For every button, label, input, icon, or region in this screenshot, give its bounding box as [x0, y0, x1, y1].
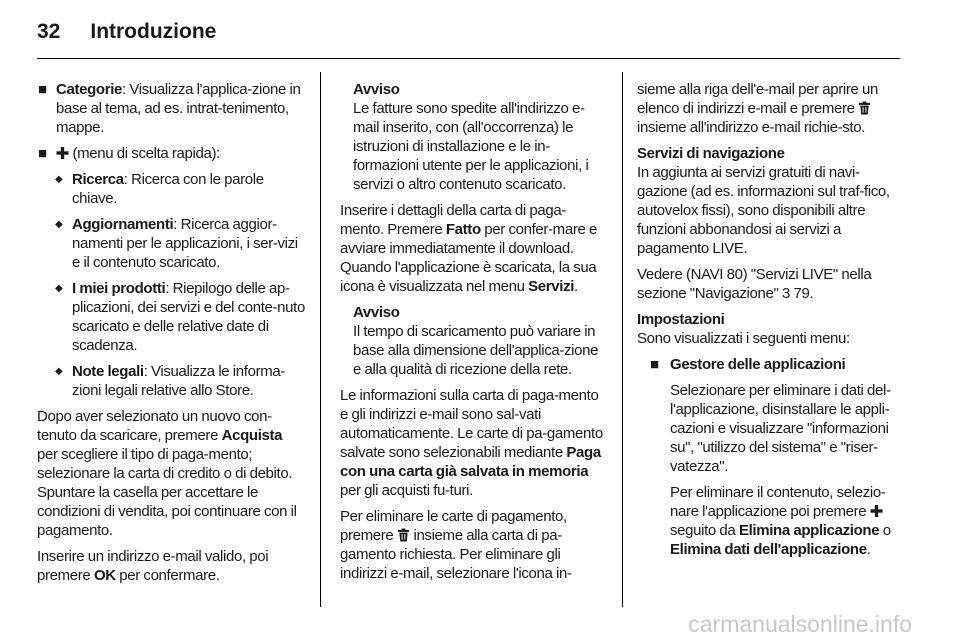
section-servizi-navigazione: Servizi di navigazione In aggiunta ai servizi gratuiti di navi-gazione (ad es. informazioni sul traf-fico, autovelox fissi), sono disponibili altre funzioni abbonandosi ai servizi a pagamento LIVE.	[637, 145, 890, 257]
column-3	[637, 80, 905, 566]
section-impostazioni: Impostazioni Sono visualizzati i seguenti menu:	[637, 311, 850, 347]
paragraph-email: Inserire un indirizzo e-mail valido, poi premere OK per confermare.	[37, 548, 269, 584]
paragraph-carte-salvate: Le informazioni sulla carta di paga-mento e gli indirizzi e-mail sono sal-vati automaticamente. Le carte di pa-gamento salvate sono selezionabili mediante Paga con una carta già salvata in memoria per gli acquisti fu-turi.	[340, 387, 603, 499]
note-avviso-2: Avviso Il tempo di scaricamento può variare in base alla dimensione dell'applica-zione e alla qualità di ricezione della rete.	[353, 304, 599, 378]
column-divider-2	[622, 72, 623, 607]
square-bullet-icon: ■	[38, 145, 47, 162]
square-bullet-icon: ■	[38, 81, 47, 98]
page-title: Introduzione	[90, 20, 217, 43]
diamond-bullet-icon: ◆	[55, 174, 63, 185]
list-item-gestore: ■ Gestore delle applicazioni	[650, 356, 846, 373]
paragraph-vedere: Vedere (NAVI 80) "Servizi LIVE" nella sezione "Navigazione" 3 79.	[637, 266, 872, 302]
watermark: carmanualsonline.info	[688, 611, 912, 637]
column-1	[37, 80, 305, 592]
square-bullet-icon: ■	[650, 356, 659, 373]
list-item-categorie: ■ Categorie: Visualizza l'applica-zione in base al tema, ad es. intrat-tenimento, mappe.	[38, 81, 301, 136]
plus-icon	[870, 504, 883, 518]
page-header	[37, 20, 216, 44]
header-rule	[37, 58, 900, 59]
paragraph-dettagli-carta: Inserire i dettagli della carta di paga-mento. Premere Fatto per confer-mare e avviare immediatamente il download. Quando l'applicazione è scaricata, la sua icona è visualizzata nel menu Servizi.	[340, 202, 597, 295]
paragraph-gestore: Selezionare per eliminare i dati del-l'applicazione, disinstallare le appli-cazioni e visualizzare "informazioni su", "utilizzo del sistema" e "riser-vatezza".	[670, 382, 891, 475]
paragraph-elimina-email: sieme alla riga dell'e-mail per aprire un elenco di indirizzi e-mail e premere insieme all'indirizzo e-mail richie-sto.	[637, 81, 878, 136]
diamond-bullet-icon: ◆	[55, 366, 63, 377]
column-2	[340, 80, 604, 590]
sub-item-ricerca: ◆ Ricerca: Ricerca con le parole chiave.	[55, 171, 264, 207]
diamond-bullet-icon: ◆	[55, 219, 63, 230]
sub-item-prodotti: ◆ I miei prodotti: Riepilogo delle ap-plicazioni, dei servizi e del conte-nuto scaricato e delle relative date di scadenza.	[55, 280, 305, 354]
sub-item-aggiornamenti: ◆ Aggiornamenti: Ricerca aggior-namenti per le applicazioni, i ser-vizi e il contenuto scaricato.	[55, 216, 298, 271]
diamond-bullet-icon: ◆	[55, 283, 63, 294]
paragraph-acquista: Dopo aver selezionato un nuovo con-tenuto da scaricare, premere Acquista per scegliere il tipo di paga-mento; selezionare la carta di credito o di debito. Spuntare la casella per accettare le condizioni di vendita, poi continuare con il pagamento.	[37, 408, 297, 539]
page-number: 32	[37, 20, 61, 43]
paragraph-elimina-contenuto: Per eliminare il contenuto, selezio-nare l'applicazione poi premere seguito da Elimina applicazione o Elimina dati dell'applicazione.	[670, 484, 891, 558]
page-reference-arrow-icon: 3	[781, 285, 790, 302]
trash-icon	[397, 528, 410, 542]
list-item-quick-menu: ■ (menu di scelta rapida):	[38, 145, 220, 162]
column-divider-1	[320, 72, 321, 607]
note-avviso-1: Avviso Le fatture sono spedite all'indirizzo e-mail inserito, con (all'occorrenza) le istruzioni di installazione e le in-formazioni utente per le applicazioni, i servizi o altro contenuto scaricato.	[353, 81, 589, 193]
sub-item-note-legali: ◆ Note legali: Visualizza le informa-zioni legali relative allo Store.	[55, 363, 286, 399]
plus-icon	[56, 146, 69, 160]
paragraph-elimina-carte: Per eliminare le carte di pagamento, premere insieme alla carta di pa-gamento richiesta. Per eliminare gli indirizzi e-mail, selezionare l'icona in-	[340, 508, 572, 582]
trash-icon	[858, 101, 871, 115]
